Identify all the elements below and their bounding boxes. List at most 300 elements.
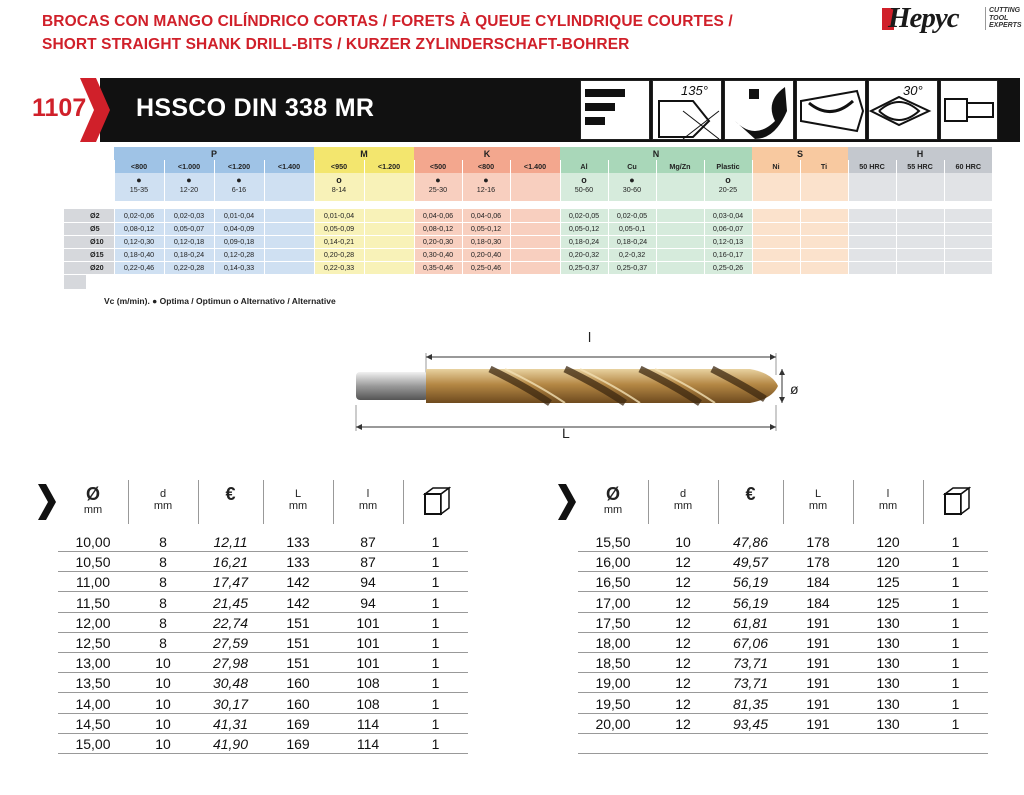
- row-separator: [578, 753, 988, 754]
- col-pack-value: 1: [951, 574, 960, 591]
- col-price-value: 30,17: [212, 695, 249, 712]
- col-shank-value: 10: [675, 534, 691, 550]
- feed-value: 0,22-0,28: [164, 261, 214, 274]
- col-diameter-value: 14,50: [75, 715, 111, 732]
- material-subtype: Ni: [752, 160, 800, 173]
- col-price-value: 93,45: [732, 715, 769, 732]
- shank-type-icon: [940, 80, 998, 140]
- table-row: [578, 552, 988, 572]
- col-flute-length-header: [333, 480, 403, 524]
- row-lead: Ø2: [64, 209, 114, 222]
- col-flute-length-value: 120: [876, 534, 900, 550]
- feed-value: 0,05-0,1: [608, 222, 656, 235]
- drill-drawing: [340, 325, 810, 450]
- feed-value: [848, 222, 896, 235]
- row-lead: [64, 147, 114, 160]
- column-divider: [783, 480, 784, 524]
- title-line-2: SHORT STRAIGHT SHANK DRILL-BITS / KURZER ZYLINDERSCHAFT-BOHRER: [42, 36, 630, 53]
- header-symbol: L: [294, 488, 302, 500]
- package-icon: [421, 486, 451, 518]
- table-row: [58, 593, 468, 613]
- col-shank-value: 12: [675, 574, 691, 591]
- col-shank-value: 8: [159, 614, 167, 631]
- col-total-length-value: 169: [286, 736, 310, 752]
- point-angle-icon: [652, 80, 722, 140]
- col-pack-value: 1: [431, 614, 440, 631]
- col-total-length-value: 191: [806, 695, 830, 712]
- col-price-value: 27,59: [212, 635, 249, 651]
- col-shank-value: 12: [675, 554, 691, 571]
- col-shank-value: 12: [675, 594, 691, 611]
- table-row: [58, 653, 468, 673]
- col-shank-value: 10: [155, 715, 171, 732]
- spacer: [64, 201, 992, 209]
- col-price-value: 49,57: [732, 554, 769, 571]
- material-subtype: <1.000: [164, 160, 214, 173]
- cutting-speed-cell: [114, 173, 164, 201]
- feed-value: 0,18-0,40: [114, 248, 164, 261]
- col-diameter-value: 15,50: [595, 534, 631, 550]
- feed-value: [848, 261, 896, 274]
- feed-value: 0,12-0,13: [704, 235, 752, 248]
- flute-icon: [796, 80, 866, 140]
- feed-value: 0,30-0,40: [414, 248, 462, 261]
- col-pack-value: 1: [951, 655, 960, 672]
- col-pack-value: 1: [431, 534, 440, 550]
- feed-row: [64, 261, 992, 274]
- col-shank-value: 12: [675, 695, 691, 712]
- feed-value: [944, 209, 992, 222]
- feed-value: [848, 248, 896, 261]
- feed-value: 0,20-0,32: [560, 248, 608, 261]
- cutting-speed-cell: [896, 173, 944, 201]
- feed-value: [510, 248, 560, 261]
- table-row: [578, 673, 988, 693]
- suitability-mark: ●: [435, 175, 441, 185]
- col-pack-value: 1: [951, 635, 960, 651]
- feed-value: [896, 235, 944, 248]
- col-flute-length-value: 94: [360, 594, 376, 611]
- table-row: [58, 532, 468, 552]
- feed-value: 0,05-0,12: [462, 222, 510, 235]
- feed-value: 0,12-0,18: [164, 235, 214, 248]
- header-unit: mm: [153, 500, 173, 512]
- material-subtype: <950: [314, 160, 364, 173]
- feed-value: [264, 209, 314, 222]
- feed-value: 0,35-0,46: [414, 261, 462, 274]
- header-symbol: L: [814, 488, 822, 500]
- vc-value: 50-60: [574, 185, 594, 194]
- cutting-speed-cell: [214, 173, 264, 201]
- label-total-length: L: [562, 425, 570, 441]
- material-subtype: Cu: [608, 160, 656, 173]
- catalog-title: [42, 10, 733, 56]
- feed-value: [800, 261, 848, 274]
- feed-value: [800, 209, 848, 222]
- col-pack-value: 1: [951, 534, 960, 550]
- feed-value: 0,25-0,37: [608, 261, 656, 274]
- col-pack-value: 1: [951, 594, 960, 611]
- col-price-value: 16,21: [212, 554, 249, 571]
- col-pack-header: [923, 480, 988, 524]
- feed-value: [896, 261, 944, 274]
- col-pack-value: 1: [951, 695, 960, 712]
- feed-value: [800, 248, 848, 261]
- column-divider: [263, 480, 264, 524]
- cutting-speed-cell: [656, 173, 704, 201]
- col-diameter-value: 19,00: [595, 675, 631, 692]
- col-shank-value: 10: [155, 655, 171, 672]
- material-group-k: K: [414, 147, 560, 160]
- col-price-value: 73,71: [732, 655, 769, 672]
- col-flute-length-value: 120: [876, 554, 900, 571]
- cutting-speed-cell: [164, 173, 214, 201]
- cutting-speed-cell: [364, 173, 414, 201]
- feed-value: [944, 222, 992, 235]
- feed-value: [752, 209, 800, 222]
- col-shank-value: 8: [159, 574, 167, 591]
- table-row: [58, 572, 468, 592]
- feed-value: [944, 235, 992, 248]
- suitability-mark: o: [725, 175, 731, 185]
- col-pack-value: 1: [431, 695, 440, 712]
- col-total-length-value: 133: [286, 554, 310, 571]
- header-unit: mm: [878, 500, 898, 512]
- col-price-value: 56,19: [732, 574, 769, 591]
- feed-value: [944, 248, 992, 261]
- feed-value: [364, 261, 414, 274]
- col-price-value: 17,47: [212, 574, 249, 591]
- col-shank-value: 12: [675, 715, 691, 732]
- col-flute-length-header: [853, 480, 923, 524]
- feed-value: [264, 235, 314, 248]
- col-flute-length-value: 130: [876, 695, 900, 712]
- feed-value: [656, 222, 704, 235]
- col-price-value: 41,90: [212, 736, 249, 752]
- col-shank-value: 12: [675, 635, 691, 651]
- straight-shank-icon: [580, 80, 650, 140]
- col-price-value: 61,81: [732, 614, 769, 631]
- feed-value: 0,08-0,12: [114, 222, 164, 235]
- col-total-length-value: 151: [286, 614, 310, 631]
- vc-value: 12-20: [179, 185, 199, 194]
- col-pack-value: 1: [431, 554, 440, 571]
- header-symbol: l: [886, 488, 890, 500]
- row-lead: Ø20: [64, 261, 114, 274]
- feed-value: [364, 209, 414, 222]
- suitability-mark: o: [336, 175, 342, 185]
- column-divider: [128, 480, 129, 524]
- material-subtype: 60 HRC: [944, 160, 992, 173]
- helix-angle-icon: [868, 80, 938, 140]
- col-flute-length-value: 130: [876, 655, 900, 672]
- feed-value: 0,03-0,04: [704, 209, 752, 222]
- col-total-length-value: 178: [806, 534, 830, 550]
- col-price-value: 22,74: [212, 614, 249, 631]
- col-shank-value: 12: [675, 655, 691, 672]
- material-subtype: <1.200: [214, 160, 264, 173]
- feed-value: [264, 222, 314, 235]
- feed-value: [510, 222, 560, 235]
- col-diameter-value: 16,00: [595, 554, 631, 571]
- feed-value: [896, 222, 944, 235]
- table-row: [578, 532, 988, 552]
- col-flute-length-value: 125: [876, 594, 900, 611]
- table-row: [58, 633, 468, 653]
- feed-value: [510, 261, 560, 274]
- material-table: [64, 147, 992, 275]
- col-pack-value: 1: [431, 594, 440, 611]
- col-total-length-value: 191: [806, 614, 830, 631]
- col-shank-header: [128, 480, 198, 524]
- col-diameter-value: 15,00: [75, 736, 111, 752]
- feed-value: 0,14-0,33: [214, 261, 264, 274]
- vc-value: 30-60: [622, 185, 642, 194]
- header-symbol: d: [679, 488, 687, 500]
- col-pack-value: 1: [431, 655, 440, 672]
- feed-value: [656, 209, 704, 222]
- material-subtype: <1.400: [264, 160, 314, 173]
- cutting-speed-cell: [704, 173, 752, 201]
- col-diameter-header: [578, 480, 648, 524]
- col-total-length-value: 169: [286, 715, 310, 732]
- feed-value: [896, 209, 944, 222]
- feed-value: [848, 235, 896, 248]
- column-divider: [853, 480, 854, 524]
- table-row: [578, 653, 988, 673]
- material-subtype: Plastic: [704, 160, 752, 173]
- material-subtype: <1.400: [510, 160, 560, 173]
- col-diameter-value: 19,50: [595, 695, 631, 712]
- col-diameter-value: 12,00: [75, 614, 111, 631]
- material-subtype: 55 HRC: [896, 160, 944, 173]
- col-price-header: [198, 480, 263, 524]
- feed-value: [364, 222, 414, 235]
- cutting-speed-cell: [800, 173, 848, 201]
- cutting-speed-cell: [414, 173, 462, 201]
- material-subtype: <800: [114, 160, 164, 173]
- feed-value: 0,20-0,40: [462, 248, 510, 261]
- feed-value: 0,01-0,04: [314, 209, 364, 222]
- row-lead: Ø5: [64, 222, 114, 235]
- feed-value: [510, 209, 560, 222]
- feed-value: 0,02-0,03: [164, 209, 214, 222]
- cutting-speed-cell: [752, 173, 800, 201]
- feed-value: 0,20-0,30: [414, 235, 462, 248]
- vc-value: 8-14: [331, 185, 347, 194]
- tag-line: TOOL: [989, 14, 1009, 22]
- red-chevron-icon: [80, 78, 110, 142]
- material-group-m: M: [314, 147, 414, 160]
- vc-value: 15-35: [129, 185, 149, 194]
- suitability-mark: ●: [236, 175, 242, 185]
- header-unit: mm: [288, 500, 308, 512]
- feed-value: 0,01-0,04: [214, 209, 264, 222]
- header-unit: mm: [808, 500, 828, 512]
- col-diameter-value: 10,00: [75, 534, 111, 550]
- label-diameter: ø: [790, 381, 799, 397]
- feed-value: [848, 209, 896, 222]
- table-row: [58, 734, 468, 754]
- vc-value: 20-25: [718, 185, 738, 194]
- col-price-value: 41,31: [212, 715, 249, 732]
- header-unit: mm: [83, 504, 103, 516]
- table-row: [578, 694, 988, 714]
- feed-value: 0,05-0,12: [560, 222, 608, 235]
- col-total-length-value: 151: [286, 635, 310, 651]
- col-flute-length-value: 108: [356, 675, 380, 692]
- suitability-mark: ●: [136, 175, 142, 185]
- tag-line: CUTTING: [989, 7, 1021, 14]
- col-pack-value: 1: [431, 635, 440, 651]
- feed-value: 0,06-0,07: [704, 222, 752, 235]
- col-diameter-value: 12,50: [75, 635, 111, 651]
- split-point-icon: [724, 80, 794, 140]
- feed-value: 0,20-0,28: [314, 248, 364, 261]
- col-pack-value: 1: [431, 574, 440, 591]
- cutting-speed-cell: [848, 173, 896, 201]
- table-row: [578, 572, 988, 592]
- title-line-1: BROCAS CON MANGO CILÍNDRICO CORTAS / FORETS À QUEUE CYLINDRIQUE COURTES /: [42, 13, 733, 30]
- header-unit: mm: [673, 500, 693, 512]
- col-shank-value: 10: [155, 736, 171, 752]
- feed-value: [752, 248, 800, 261]
- feed-value: 0,22-0,33: [314, 261, 364, 274]
- col-total-length-value: 184: [806, 594, 830, 611]
- cutting-speed-cell: [944, 173, 992, 201]
- feed-value: 0,04-0,09: [214, 222, 264, 235]
- row-lead: [64, 160, 114, 173]
- feed-value: [364, 235, 414, 248]
- black-chevron-icon: [558, 484, 576, 520]
- col-flute-length-value: 130: [876, 715, 900, 732]
- feed-value: 0,12-0,28: [214, 248, 264, 261]
- feed-value: 0,02-0,05: [608, 209, 656, 222]
- feed-value: [800, 235, 848, 248]
- col-price-value: 81,35: [732, 695, 769, 712]
- point-angle-label: 135°: [681, 83, 708, 98]
- feed-value: [752, 261, 800, 274]
- col-total-length-value: 191: [806, 655, 830, 672]
- feed-value: 0,08-0,12: [414, 222, 462, 235]
- feed-value: 0,2-0,32: [608, 248, 656, 261]
- feed-value: [264, 248, 314, 261]
- vc-value: 12-16: [476, 185, 496, 194]
- feed-value: 0,18-0,24: [608, 235, 656, 248]
- feed-value: 0,14-0,21: [314, 235, 364, 248]
- col-pack-value: 1: [951, 715, 960, 732]
- feed-value: 0,25-0,46: [462, 261, 510, 274]
- row-lead: [64, 173, 114, 201]
- col-total-length-value: 184: [806, 574, 830, 591]
- col-pack-header: [403, 480, 468, 524]
- material-subtype: Mg/Zn: [656, 160, 704, 173]
- col-flute-length-value: 125: [876, 574, 900, 591]
- col-shank-value: 12: [675, 675, 691, 692]
- feed-value: 0,16-0,17: [704, 248, 752, 261]
- brand-logo: [882, 2, 1022, 38]
- header-symbol: €: [225, 484, 236, 504]
- feed-value: 0,02-0,06: [114, 209, 164, 222]
- feed-value: [752, 235, 800, 248]
- vc-value: 6-16: [231, 185, 247, 194]
- feed-value: [510, 235, 560, 248]
- feed-value: 0,02-0,05: [560, 209, 608, 222]
- logo-tagline: [985, 7, 1022, 30]
- col-diameter-value: 14,00: [75, 695, 111, 712]
- material-subtype: <1.200: [364, 160, 414, 173]
- feed-value: [944, 261, 992, 274]
- col-flute-length-value: 87: [360, 534, 376, 550]
- column-divider: [333, 480, 334, 524]
- header-symbol: d: [159, 488, 167, 500]
- table-row: [58, 552, 468, 572]
- col-price-value: 56,19: [732, 594, 769, 611]
- feed-value: [752, 222, 800, 235]
- cutting-speed-cell: [314, 173, 364, 201]
- material-subtype: Al: [560, 160, 608, 173]
- col-total-length-value: 142: [286, 594, 310, 611]
- suitability-mark: ●: [186, 175, 192, 185]
- row-lead: Ø10: [64, 235, 114, 248]
- product-name: HSSCO DIN 338 MR: [136, 94, 375, 122]
- column-divider: [718, 480, 719, 524]
- table-row: [58, 673, 468, 693]
- col-flute-length-value: 130: [876, 614, 900, 631]
- vc-legend: Vc (m/min). ● Optima / Optimun o Alternativo / Alternative: [104, 296, 336, 306]
- feed-row: [64, 248, 992, 261]
- header-unit: mm: [358, 500, 378, 512]
- col-total-length-value: 133: [286, 534, 310, 550]
- col-diameter-value: 11,00: [76, 574, 110, 591]
- column-divider: [198, 480, 199, 524]
- col-price-value: 12,11: [213, 534, 248, 550]
- col-shank-value: 10: [155, 695, 171, 712]
- label-flute-length: l: [588, 329, 592, 345]
- col-flute-length-value: 101: [356, 614, 380, 631]
- col-pack-value: 1: [951, 614, 960, 631]
- table-row: [58, 613, 468, 633]
- material-subtype: <800: [462, 160, 510, 173]
- col-total-length-value: 191: [806, 675, 830, 692]
- feed-value: 0,05-0,09: [314, 222, 364, 235]
- table-row: [578, 613, 988, 633]
- col-pack-value: 1: [431, 715, 440, 732]
- col-total-length-value: 160: [286, 675, 310, 692]
- col-total-length-value: 160: [286, 695, 310, 712]
- cutting-speed-cell: [462, 173, 510, 201]
- col-shank-value: 8: [159, 554, 167, 571]
- feed-value: [656, 261, 704, 274]
- cutting-speed-cell: [560, 173, 608, 201]
- row-lead: Ø15: [64, 248, 114, 261]
- col-total-length-value: 151: [286, 655, 310, 672]
- feed-value: [800, 222, 848, 235]
- col-total-length-header: [783, 480, 853, 524]
- feed-value: 0,22-0,46: [114, 261, 164, 274]
- col-shank-value: 12: [675, 614, 691, 631]
- feed-value: [264, 261, 314, 274]
- feed-value: 0,04-0,06: [462, 209, 510, 222]
- col-diameter-value: 20,00: [595, 715, 631, 732]
- material-group-h: H: [848, 147, 992, 160]
- product-code: 1107: [32, 94, 87, 122]
- col-price-value: 47,86: [732, 534, 769, 550]
- col-pack-value: 1: [951, 675, 960, 692]
- col-flute-length-value: 130: [876, 675, 900, 692]
- material-subtype: <500: [414, 160, 462, 173]
- cutting-speed-cell: [510, 173, 560, 201]
